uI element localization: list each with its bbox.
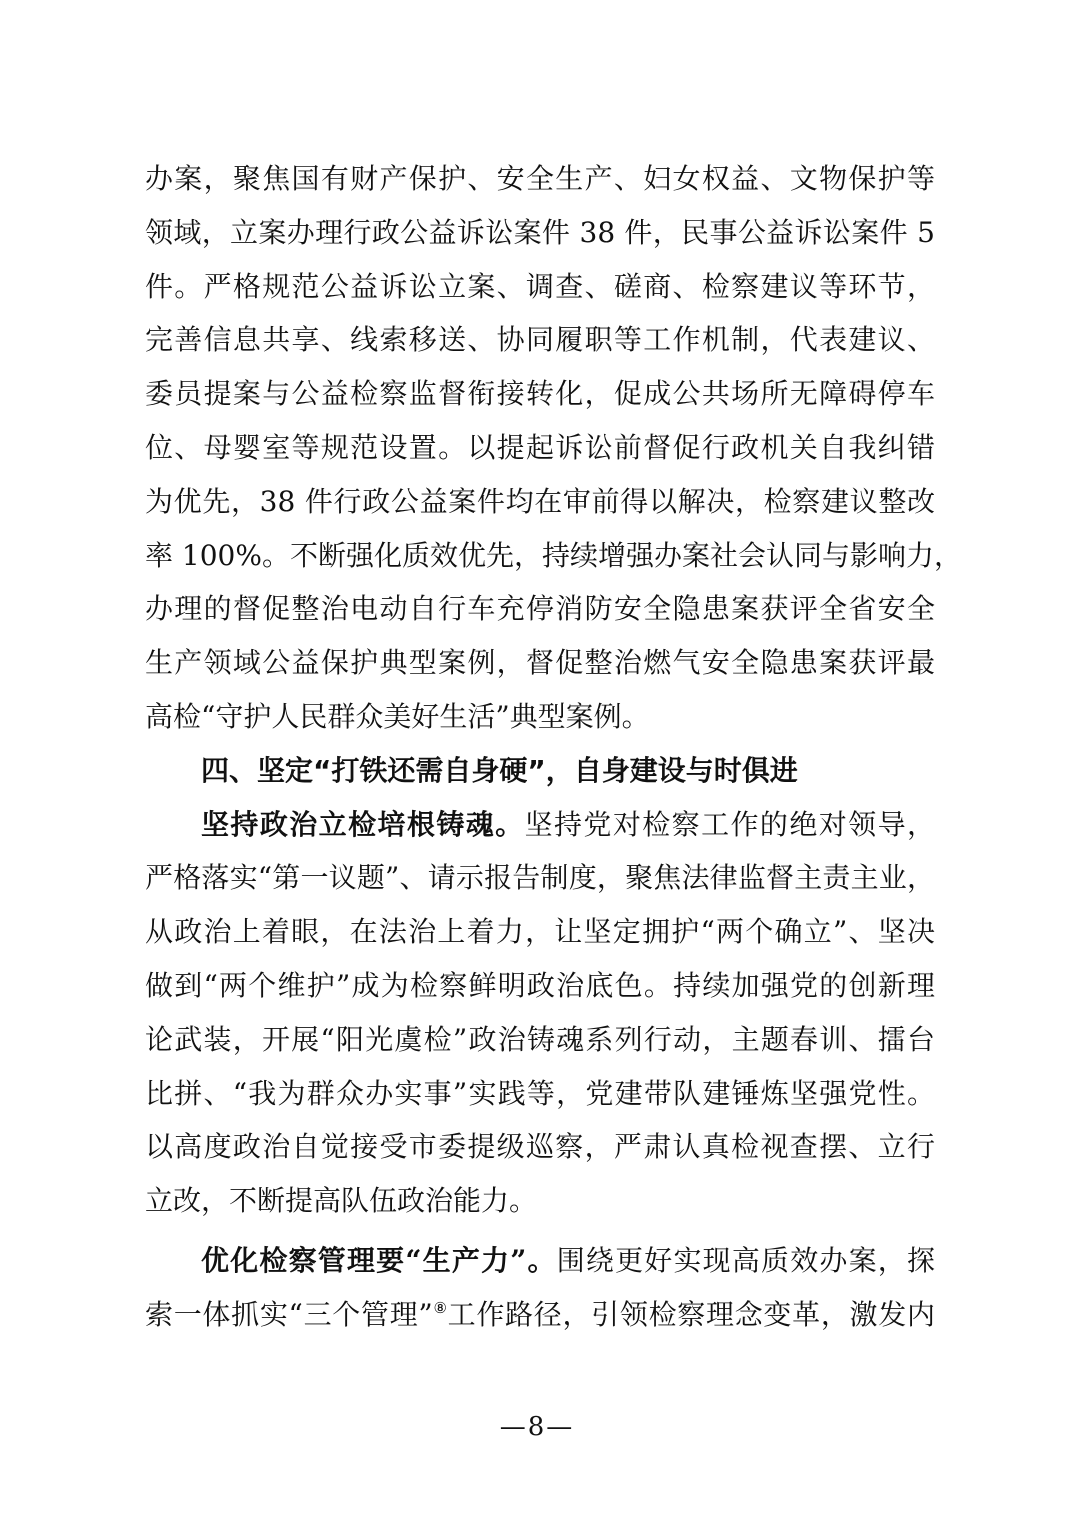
text-line: 做到“两个维护”成为检察鲜明政治底色。持续加强党的创新理 [145, 968, 935, 1002]
text-line [145, 1234, 935, 1288]
text-line: 严格落实“第一议题”、请示报告制度，聚焦法律监督主责主业， [145, 861, 935, 895]
text-span: 坚持党对检察工作的绝对领导， [524, 807, 935, 841]
text-line: 以高度政治自觉接受市委提级巡察，严肃认真检视查摆、立行 [145, 1130, 935, 1164]
page-number: —8— [499, 1412, 575, 1442]
text-span: 索一体抓实“三个管理” [145, 1297, 433, 1331]
text-line [145, 798, 935, 852]
paragraph-political-building [145, 798, 935, 1228]
paragraph-management [145, 1234, 935, 1342]
text-line: 领域，立案办理行政公益诉讼案件 38 件，民事公益诉讼案件 5 [145, 215, 935, 249]
text-line: 从政治上着眼，在法治上着力，让坚定拥护“两个确立”、坚决 [145, 915, 935, 949]
text-line: 高检“守护人民群众美好生活”典型案例。 [145, 699, 650, 733]
body-text [145, 152, 962, 1342]
text-line: 件。严格规范公益诉讼立案、调查、磋商、检察建议等环节， [145, 269, 935, 303]
text-line: 位、母婴室等规范设置。以提起诉讼前督促行政机关自我纠错 [145, 430, 935, 464]
text-line: 委员提案与公益检察监督衔接转化，促成公共场所无障碍停车 [145, 377, 935, 411]
paragraph-lead: 优化检察管理要“生产力”。 [201, 1243, 557, 1277]
text-span: 围绕更好实现高质效办案，探 [556, 1243, 935, 1277]
text-line [145, 1288, 935, 1342]
text-line: 为优先，38 件行政公益案件均在审前得以解决，检察建议整改 [145, 484, 935, 518]
text-line: 办理的督促整治电动自行车充停消防安全隐患案获评全省安全 [145, 592, 935, 626]
text-line: 率 100%。不断强化质效优先，持续增强办案社会认同与影响力， [145, 538, 962, 572]
text-span: 工作路径，引领检察理念变革，激发内 [447, 1297, 935, 1331]
paragraph-lead: 坚持政治立检培根铸魂。 [201, 807, 525, 841]
text-line: 比拼、“我为群众办实事”实践等，党建带队建锤炼坚强党性。 [145, 1076, 935, 1110]
footnote-mark: ⑧ [432, 1298, 448, 1317]
paragraph-public-interest [145, 152, 962, 744]
text-line: 生产领域公益保护典型案例，督促整治燃气安全隐患案获评最 [145, 646, 935, 680]
section-heading: 四、坚定“打铁还需自身硬”，自身建设与时俱进 [201, 753, 798, 787]
text-line: 办案，聚焦国有财产保护、安全生产、妇女权益、文物保护等 [145, 162, 935, 195]
text-line: 立改，不断提高队伍政治能力。 [145, 1184, 538, 1218]
text-line: 论武装，开展“阳光虞检”政治铸魂系列行动，主题春训、擂台 [145, 1022, 935, 1056]
text-line: 完善信息共享、线索移送、协同履职等工作机制，代表建议、 [145, 323, 935, 357]
